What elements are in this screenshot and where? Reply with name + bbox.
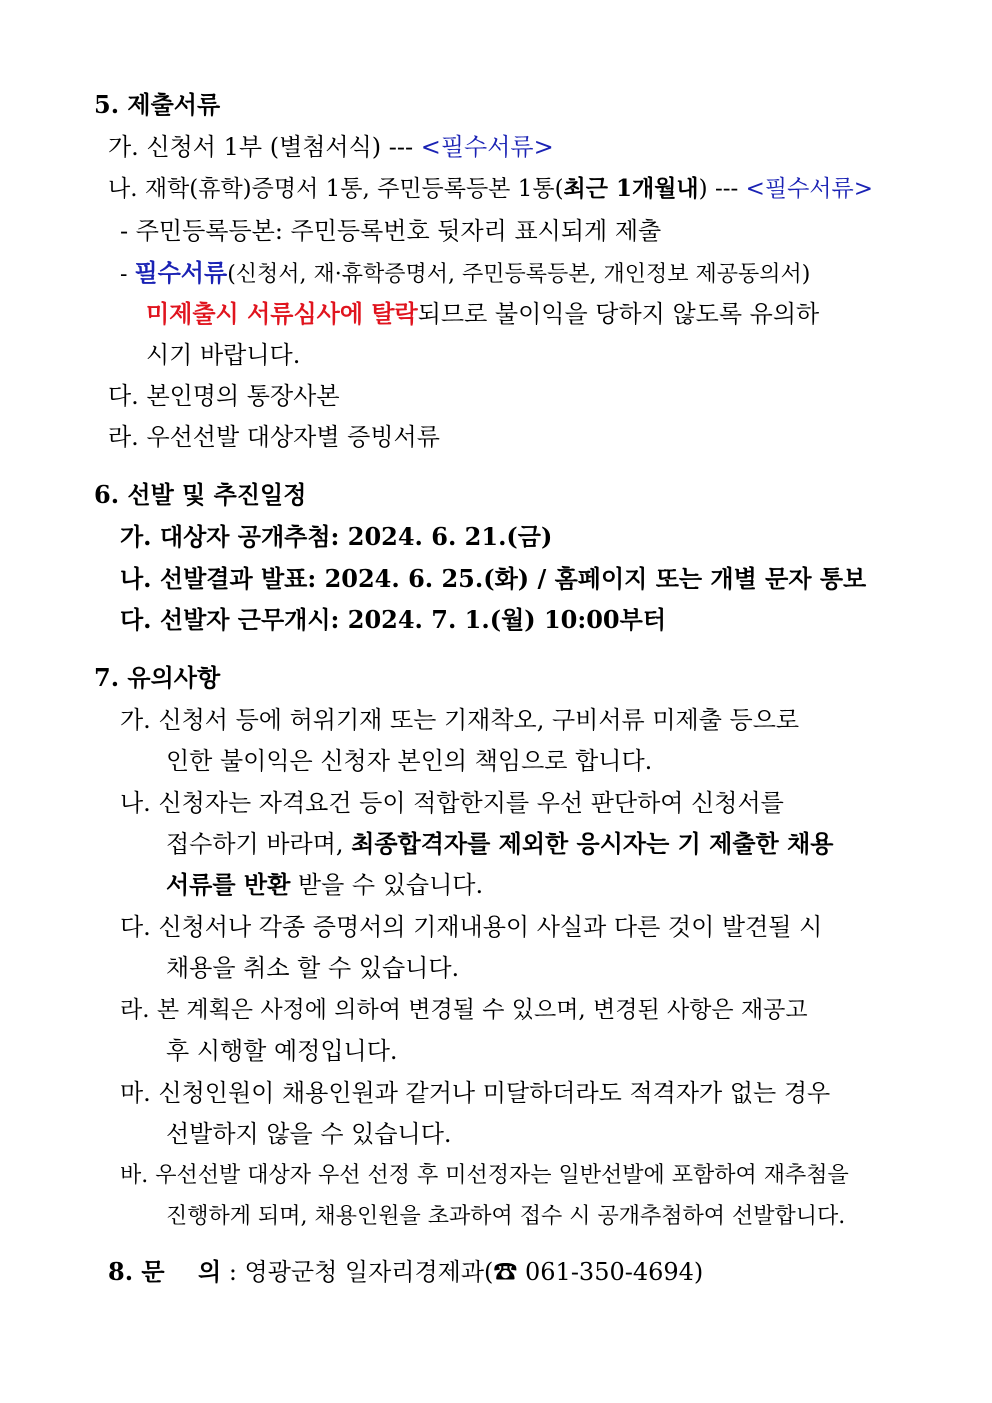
s5-item-a-text: 가. 신청서 1부 (별첨서식) --- xyxy=(108,133,421,161)
s7-item-d2: 후 시행할 예정입니다. xyxy=(166,1037,398,1065)
s7-item-b2-bold: 최종합격자를 제외한 응시자는 기 제출한 채용 xyxy=(351,829,834,858)
required-tag: <필수서류> xyxy=(420,133,554,161)
s5-item-b-note4: 시기 바랍니다. xyxy=(146,341,301,369)
required-tag: <필수서류> xyxy=(745,176,873,202)
s5-item-b-note2-text: (신청서, 재·휴학증명서, 주민등록등본, 개인정보 제공동의서) xyxy=(227,262,811,287)
s5-item-b-note3 xyxy=(146,299,896,329)
s7-item-a1: 가. 신청서 등에 허위기재 또는 기재착오, 구비서류 미제출 등으로 xyxy=(120,706,800,734)
required-tag: 필수서류 xyxy=(134,258,228,287)
s7-item-c1: 다. 신청서나 각종 증명서의 기재내용이 사실과 다른 것이 발견될 시 xyxy=(120,913,823,941)
s7-item-a2: 인한 불이익은 신청자 본인의 책임으로 합니다. xyxy=(166,747,653,775)
s5-item-b-mid: ) --- xyxy=(698,176,746,202)
s7-item-e2: 선발하지 않을 수 있습니다. xyxy=(166,1120,452,1148)
contact-separator: : xyxy=(221,1258,245,1286)
s5-item-b xyxy=(108,174,873,204)
s5-item-a xyxy=(108,132,554,162)
s7-item-b1: 나. 신청자는 자격요건 등이 적합한지를 우선 판단하여 신청서를 xyxy=(120,789,784,817)
s6-item-a: 가. 대상자 공개추첨: 2024. 6. 21.(금) xyxy=(120,522,553,551)
s7-item-b3-text: 받을 수 있습니다. xyxy=(290,871,484,899)
section-5-title: 5. 제출서류 xyxy=(94,90,221,119)
s7-item-c2: 채용을 취소 할 수 있습니다. xyxy=(166,954,460,982)
contact-value: 영광군청 일자리경제과(☎ 061-350-4694) xyxy=(244,1258,704,1286)
s5-item-b-text: 나. 재학(휴학)증명서 1통, 주민등록등본 1통( xyxy=(108,176,564,202)
warning-text: 미제출시 서류심사에 탈락 xyxy=(146,299,418,328)
s5-item-b-note2 xyxy=(120,258,810,290)
contact-label: 8. 문 의 xyxy=(108,1257,222,1286)
s5-item-b-bold: 최근 1개월내 xyxy=(563,175,699,202)
section-6-title: 6. 선발 및 추진일정 xyxy=(94,480,307,509)
s7-item-b2-text: 접수하기 바라며, xyxy=(166,830,352,858)
s6-item-b: 나. 선발결과 발표: 2024. 6. 25.(화) / 홈페이지 또는 개별 문자 통보 xyxy=(120,564,867,593)
s7-item-b2 xyxy=(166,829,833,859)
dash: - xyxy=(120,262,135,287)
s5-item-c: 다. 본인명의 통장사본 xyxy=(108,382,340,410)
s5-item-d: 라. 우선선발 대상자별 증빙서류 xyxy=(108,423,440,451)
s5-item-b-note1: - 주민등록등본: 주민등록번호 뒷자리 표시되게 제출 xyxy=(120,217,662,245)
s7-item-b3-bold: 서류를 반환 xyxy=(166,870,291,899)
s7-item-e1: 마. 신청인원이 채용인원과 같거나 미달하더라도 적격자가 없는 경우 xyxy=(120,1079,831,1107)
s6-item-c: 다. 선발자 근무개시: 2024. 7. 1.(월) 10:00부터 xyxy=(120,605,666,634)
section-8-contact xyxy=(108,1257,703,1287)
s7-item-f2: 진행하게 되며, 채용인원을 초과하여 접수 시 공개추첨하여 선발합니다. xyxy=(166,1204,846,1229)
section-7-title: 7. 유의사항 xyxy=(94,663,221,692)
s7-item-d1: 라. 본 계획은 사정에 의하여 변경될 수 있으며, 변경된 사항은 재공고 xyxy=(120,997,808,1023)
s7-item-f1: 바. 우선선발 대상자 우선 선정 후 미선정자는 일반선발에 포함하여 재추첨을 xyxy=(120,1163,849,1188)
s7-item-b3 xyxy=(166,870,483,900)
s5-item-b-note3-text: 되므로 불이익을 당하지 않도록 유의하 xyxy=(417,300,820,328)
